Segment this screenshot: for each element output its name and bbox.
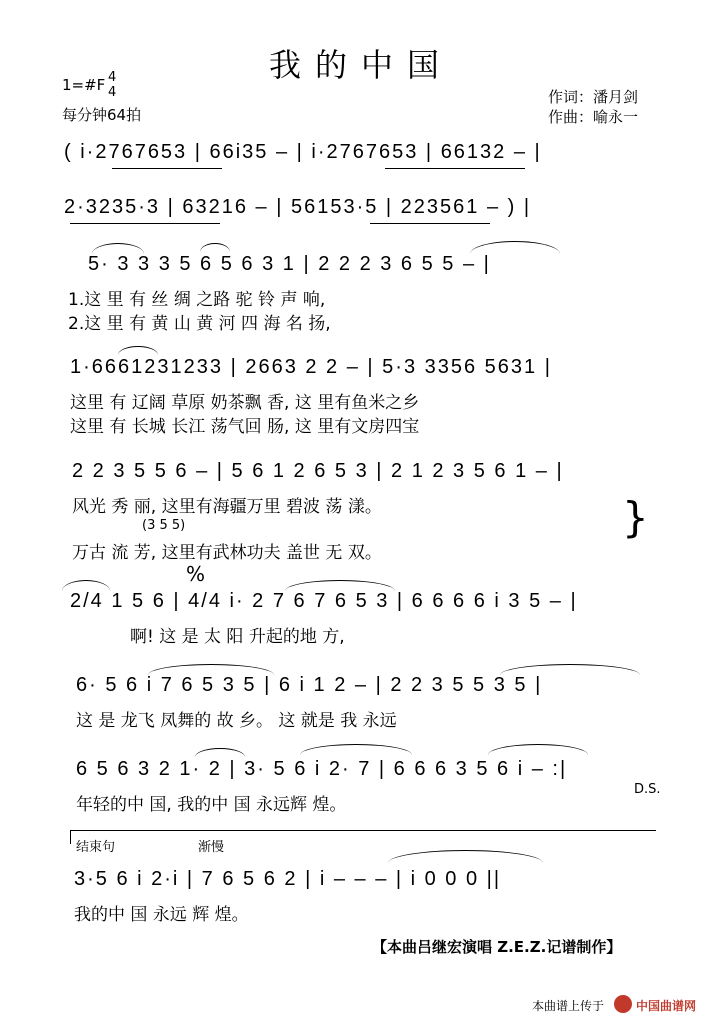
score-row-6-lyrics: 啊! 这 是 太 阳 升起的地 方,	[130, 627, 345, 647]
slur	[488, 744, 588, 755]
ending-bracket-top	[70, 830, 656, 831]
score-row-4-notes: 1·6661231233 | 2663 2 2 – | 5·3 3356 5631 |	[70, 356, 552, 378]
tempo-change-marking: 渐慢	[198, 840, 225, 855]
ending-bracket-left	[70, 830, 71, 844]
slur	[300, 744, 412, 755]
tempo-marking: 每分钟64拍	[62, 106, 142, 124]
score-row-9-lyrics: 我的中 国 永远 辉 煌。	[74, 905, 249, 925]
slur	[118, 346, 158, 355]
score-row-3-lyrics-verse-1: 1.这 里 有 丝 绸 之路 驼 铃 声 响,	[68, 290, 326, 310]
song-title: 我的中国	[268, 46, 453, 84]
score-row-4-lyrics-verse-2: 这里 有 长城 长江 荡气回 肠, 这 里有文房四宝	[70, 417, 420, 437]
score-row-3-lyrics-verse-2: 2.这 里 有 黄 山 黄 河 四 海 名 扬,	[68, 314, 331, 334]
underline	[70, 223, 220, 224]
segno-sign: %	[186, 562, 206, 586]
score-row-7-lyrics: 这 是 龙飞 凤舞的 故 乡。 这 就是 我 永远	[76, 711, 397, 731]
site-name-link[interactable]: 中国曲谱网	[636, 999, 697, 1013]
score-row-4-lyrics-verse-1: 这里 有 辽阔 草原 奶茶飘 香, 这 里有鱼米之乡	[70, 393, 420, 413]
upload-source-label: 本曲谱上传于	[532, 999, 605, 1013]
score-row-5-notes: 2 2 3 5 5 6 – | 5 6 1 2 6 5 3 | 2 1 2 3 5 6 1 – |	[72, 460, 564, 482]
time-signature-numerator: 4	[108, 70, 117, 85]
score-row-5-lyrics-verse-2: 万古 流 芳, 这里有武林功夫 盖世 无 双。	[72, 543, 382, 563]
score-row-7-notes: 6· 5 6 i 7 6 5 3 5 | 6 i 1 2 – | 2 2 3 5 5 3 5 |	[76, 674, 543, 696]
key-signature: 1=#F	[62, 76, 106, 94]
dal-segno-marking: D.S.	[634, 782, 661, 797]
site-logo-icon	[614, 995, 632, 1013]
grace-note-group: (3 5 5)	[142, 518, 186, 533]
performance-credit: 【本曲吕继宏演唱 Z.E.Z.记谱制作】	[372, 938, 622, 956]
score-row-5-lyrics-verse-1: 风光 秀 丽, 这里有海疆万里 碧波 荡 漾。	[72, 497, 382, 517]
score-row-9-notes: 3·5 6 i 2·i | 7 6 5 6 2 | i – – – | i 0 0 0 ||	[74, 868, 502, 890]
score-row-2-notes: 2·3235·3 | 63216 – | 56153·5 | 223561 – ) |	[64, 196, 532, 218]
verse-bracket: }	[622, 493, 649, 542]
score-row-8-notes: 6 5 6 3 2 1· 2 | 3· 5 6 i 2· 7 | 6 6 6 3 5 6 i – :|	[76, 758, 568, 780]
composer-credit: 作曲：喻永一	[548, 108, 639, 126]
lyricist-credit: 作词：潘月剑	[548, 88, 639, 106]
slur	[388, 850, 543, 863]
slur	[195, 748, 245, 757]
score-row-1-notes: ( i·2767653 | 66i35 – | i·2767653 | 66132 – |	[64, 141, 542, 163]
underline	[112, 168, 222, 169]
score-row-3-notes: 5· 3 3 3 5 6 5 6 3 1 | 2 2 2 3 6 5 5 – |	[88, 253, 491, 275]
time-signature-denominator: 4	[108, 85, 117, 100]
score-row-6-notes: 2/4 1 5 6 | 4/4 i· 2 7 6 7 6 5 3 | 6 6 6 6 i 3 5 – |	[70, 590, 578, 612]
underline	[385, 168, 525, 169]
ending-label: 结束句	[76, 840, 116, 855]
slur	[200, 243, 230, 252]
score-row-8-lyrics: 年轻的中 国, 我的中 国 永远辉 煌。	[76, 795, 347, 815]
underline	[370, 223, 490, 224]
